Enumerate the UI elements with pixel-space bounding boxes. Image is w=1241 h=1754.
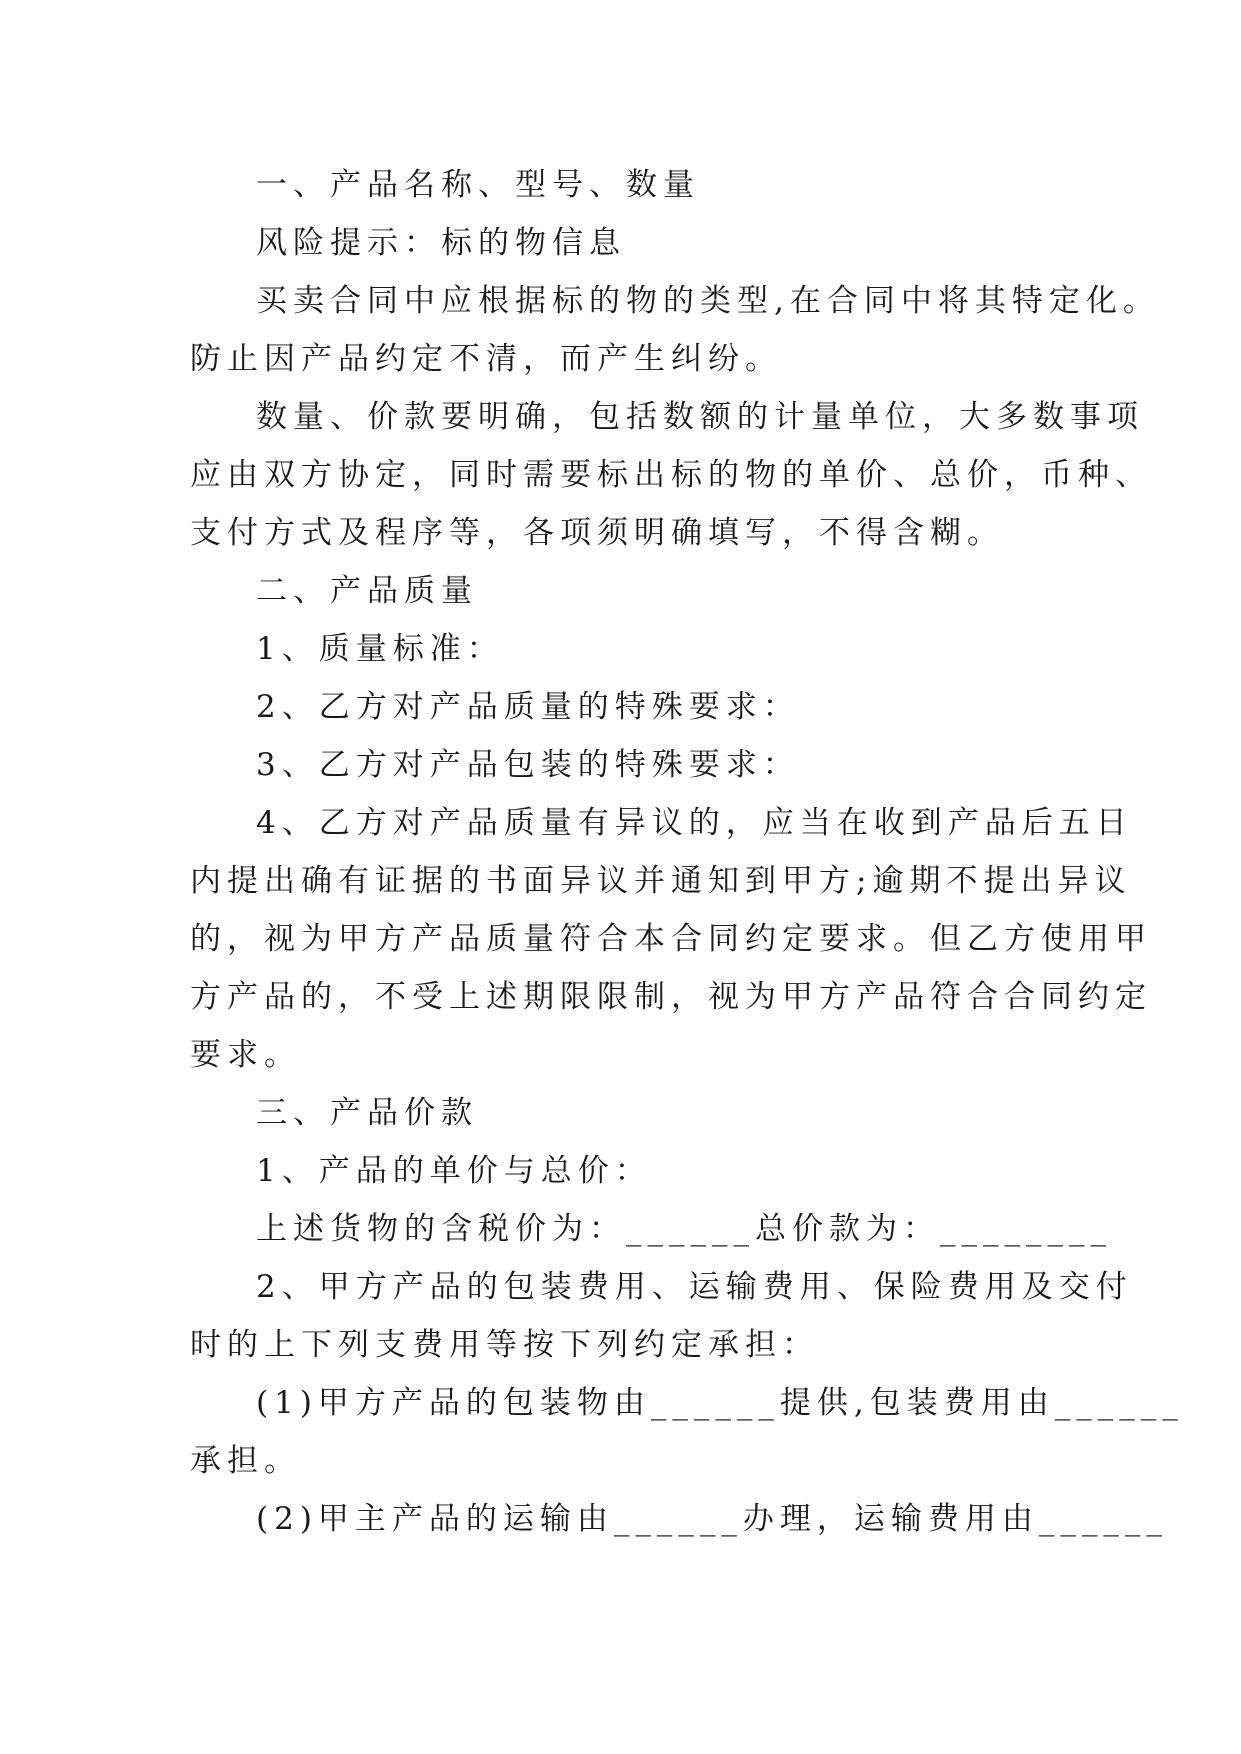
paragraph-line: 承担。	[190, 1443, 301, 1479]
clause-item: 4、乙方对产品质量有异议的，应当在收到产品后五日	[256, 805, 1133, 841]
price-fill-line: 上述货物的含税价为：______总价款为：________	[256, 1211, 1112, 1247]
paragraph-line: 内提出确有证据的书面异议并通知到甲方;逾期不提出异议	[190, 863, 1132, 899]
section-heading-1: 一、产品名称、型号、数量	[256, 167, 700, 203]
clause-item: 1、产品的单价与总价：	[256, 1153, 652, 1189]
sub-clause-item: (2)甲主产品的运输由______办理，运输费用由______	[256, 1501, 1168, 1537]
paragraph-line: 支付方式及程序等，各项须明确填写，不得含糊。	[190, 515, 1004, 551]
paragraph-line: 防止因产品约定不清，而产生纠纷。	[190, 341, 782, 377]
paragraph-line: 数量、价款要明确，包括数额的计量单位，大多数事项	[256, 399, 1144, 435]
paragraph-line: 应由双方协定，同时需要标出标的物的单价、总价，币种、	[190, 457, 1152, 493]
paragraph-line: 方产品的，不受上述期限限制，视为甲方产品符合合同约定	[190, 979, 1152, 1015]
clause-item: 2、乙方对产品质量的特殊要求：	[256, 689, 800, 725]
section-heading-2: 二、产品质量	[256, 573, 478, 609]
paragraph-line: 时的上下列支费用等按下列约定承担：	[190, 1327, 819, 1363]
paragraph-line: 的，视为甲方产品质量符合本合同约定要求。但乙方使用甲	[190, 921, 1152, 957]
clause-item: 1、质量标准：	[256, 631, 504, 667]
paragraph-line: 买卖合同中应根据标的物的类型,在合同中将其特定化。	[256, 283, 1160, 319]
paragraph-line: 要求。	[190, 1037, 301, 1073]
clause-item: 2、甲方产品的包装费用、运输费用、保险费用及交付	[256, 1269, 1133, 1305]
risk-note-title: 风险提示：标的物信息	[256, 225, 626, 261]
sub-clause-item: (1)甲方产品的包装物由______提供,包装费用由______	[256, 1385, 1184, 1421]
section-heading-3: 三、产品价款	[256, 1095, 478, 1131]
clause-item: 3、乙方对产品包装的特殊要求：	[256, 747, 800, 783]
